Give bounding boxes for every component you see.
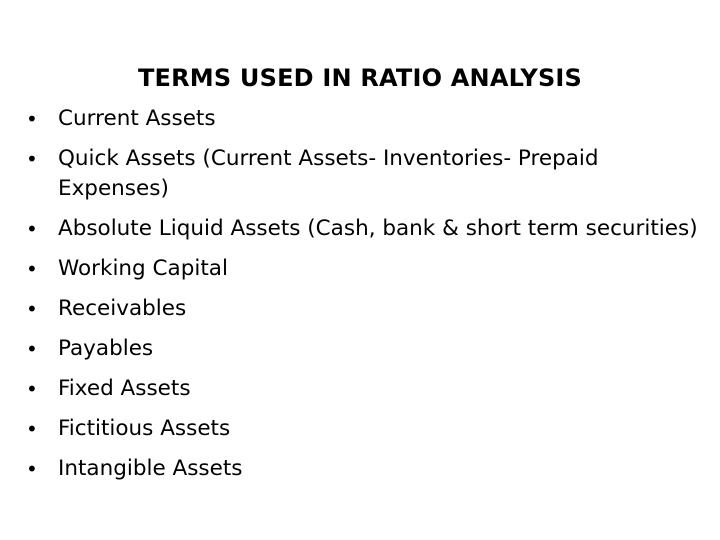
bullet-item (26, 334, 706, 364)
bullet-item (26, 144, 706, 204)
bullet-text: Working Capital (58, 256, 228, 281)
bullet-text: Current Assets (58, 106, 216, 131)
bullet-icon: • (26, 377, 38, 401)
bullet-item (26, 454, 706, 484)
bullet-text: Payables (58, 336, 154, 361)
bullet-item (26, 294, 706, 324)
bullet-item (26, 374, 706, 404)
bullet-item (26, 414, 706, 444)
bullet-icon: • (26, 297, 38, 321)
bullet-icon: • (26, 337, 38, 361)
bullet-icon: • (26, 457, 38, 481)
bullet-item (26, 214, 706, 244)
bullet-list (26, 104, 706, 494)
bullet-icon: • (26, 217, 38, 241)
bullet-text: Intangible Assets (58, 456, 243, 481)
bullet-text: Fictitious Assets (58, 416, 231, 441)
bullet-item (26, 104, 706, 134)
bullet-icon: • (26, 257, 38, 281)
bullet-text: Absolute Liquid Assets (Cash, bank & short term securities) (58, 216, 698, 241)
bullet-text: Fixed Assets (58, 376, 191, 401)
bullet-item (26, 254, 706, 284)
bullet-text: Receivables (58, 296, 187, 321)
bullet-icon: • (26, 147, 38, 171)
slide-title: TERMS USED IN RATIO ANALYSIS (137, 64, 583, 92)
bullet-icon: • (26, 107, 38, 131)
bullet-icon: • (26, 417, 38, 441)
bullet-text: Quick Assets (Current Assets- Inventories- Prepaid Expenses) (58, 146, 599, 201)
